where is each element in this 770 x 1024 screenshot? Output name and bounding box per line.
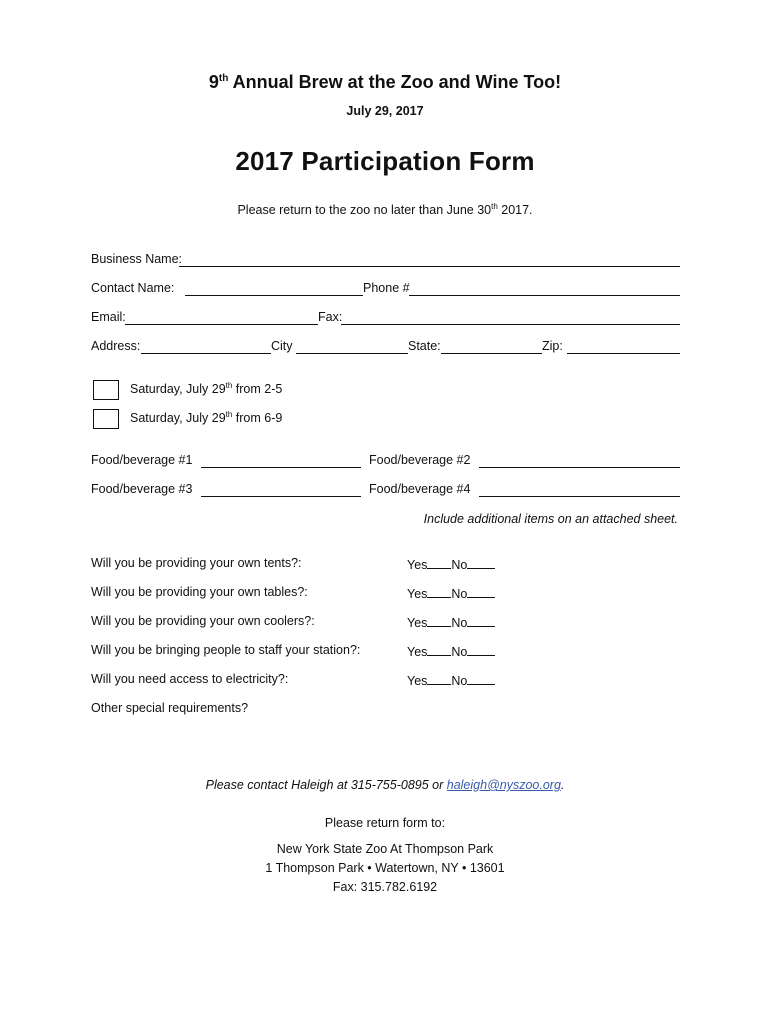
contact-email-link[interactable]: haleigh@nyszoo.org [446, 778, 561, 792]
business-name-field[interactable] [179, 252, 680, 267]
phone-label: Phone # [363, 281, 410, 295]
no-blank[interactable] [467, 614, 495, 627]
return-org: New York State Zoo At Thompson Park [276, 842, 494, 856]
food-row-1 [91, 453, 681, 473]
session-1-date: Saturday, July 29 [130, 382, 226, 397]
phone-field[interactable] [409, 281, 680, 296]
state-label: State: [408, 339, 441, 353]
yes-label: Yes [407, 645, 428, 659]
food-4-label: Food/beverage #4 [369, 482, 471, 496]
question-coolers: Will you be providing your own coolers?: [91, 614, 315, 628]
yes-label: Yes [407, 674, 428, 688]
contact-phone-row [91, 281, 681, 301]
business-name-row [91, 252, 681, 272]
session-1-time: from 2-5 [232, 382, 283, 397]
contact-name-label: Contact Name: [91, 281, 175, 295]
form-title: 2017 Participation Form [235, 146, 535, 176]
email-fax-row [91, 310, 681, 330]
fax-field[interactable] [341, 310, 680, 325]
return-fax: Fax: 315.782.6192 [332, 880, 438, 894]
no-label: No [451, 558, 468, 572]
return-deadline-note [0, 202, 770, 217]
event-heading [0, 72, 770, 93]
no-label: No [451, 645, 468, 659]
no-blank[interactable] [467, 643, 495, 656]
address-field[interactable] [141, 339, 271, 354]
session-2-date: Saturday, July 29 [130, 411, 226, 426]
contact-name-field[interactable] [185, 281, 363, 296]
yes-label: Yes [407, 587, 428, 601]
yes-no-coolers [407, 614, 495, 630]
yes-blank[interactable] [427, 614, 451, 627]
session-1-checkbox[interactable] [93, 380, 119, 400]
session-1-label [130, 381, 282, 396]
question-tents: Will you be providing your own tents?: [91, 556, 302, 570]
fax-label: Fax: [318, 310, 343, 324]
food-1-field[interactable] [201, 453, 361, 468]
city-label: City [271, 339, 293, 353]
session-2-time: from 6-9 [232, 411, 283, 426]
session-2-checkbox[interactable] [93, 409, 119, 429]
food-2-label: Food/beverage #2 [369, 453, 471, 467]
event-date: July 29, 2017 [346, 104, 424, 118]
event-number-suffix: th [218, 73, 229, 84]
no-blank[interactable] [467, 672, 495, 685]
yes-no-electricity [407, 672, 495, 688]
yes-label: Yes [407, 616, 428, 630]
zip-field[interactable] [567, 339, 680, 354]
question-electricity: Will you need access to electricity?: [91, 672, 289, 686]
state-field[interactable] [441, 339, 542, 354]
yes-blank[interactable] [427, 672, 451, 685]
yes-blank[interactable] [427, 556, 451, 569]
food-3-field[interactable] [201, 482, 361, 497]
food-row-2 [91, 482, 681, 502]
return-label: Please return form to: [324, 816, 446, 830]
session-2-label [130, 410, 282, 425]
yes-blank[interactable] [427, 585, 451, 598]
yes-label: Yes [407, 558, 428, 572]
email-label: Email: [91, 310, 126, 324]
no-blank[interactable] [467, 585, 495, 598]
event-name: Annual Brew at the Zoo and Wine Too! [228, 72, 562, 92]
contact-line [0, 778, 770, 792]
address-row [91, 339, 681, 359]
no-label: No [451, 674, 468, 688]
session-1-suffix: th [225, 381, 233, 390]
food-2-field[interactable] [479, 453, 680, 468]
address-label: Address: [91, 339, 141, 353]
return-address: 1 Thompson Park • Watertown, NY • 13601 [265, 861, 505, 875]
contact-text: Please contact Haleigh at 315-755-0895 or [205, 778, 447, 792]
contact-end: . [560, 778, 565, 792]
other-requirements-label: Other special requirements? [91, 701, 249, 715]
deadline-text: Please return to the zoo no later than June 30 [237, 203, 492, 218]
food-1-label: Food/beverage #1 [91, 453, 193, 467]
yes-no-tents [407, 556, 495, 572]
session-2-suffix: th [225, 410, 233, 419]
yes-blank[interactable] [427, 643, 451, 656]
city-field[interactable] [296, 339, 408, 354]
business-name-label: Business Name: [91, 252, 183, 266]
food-3-label: Food/beverage #3 [91, 482, 193, 496]
additional-items-note: Include additional items on an attached sheet. [423, 512, 678, 526]
yes-no-tables [407, 585, 495, 601]
no-blank[interactable] [467, 556, 495, 569]
food-4-field[interactable] [479, 482, 680, 497]
deadline-suffix: th [491, 202, 498, 211]
event-number: 9 [208, 72, 219, 92]
question-staff: Will you be bringing people to staff your station?: [91, 643, 361, 657]
zip-label: Zip: [542, 339, 563, 353]
yes-no-staff [407, 643, 495, 659]
deadline-year: 2017. [497, 203, 533, 218]
email-field[interactable] [125, 310, 318, 325]
no-label: No [451, 587, 468, 601]
no-label: No [451, 616, 468, 630]
question-tables: Will you be providing your own tables?: [91, 585, 308, 599]
